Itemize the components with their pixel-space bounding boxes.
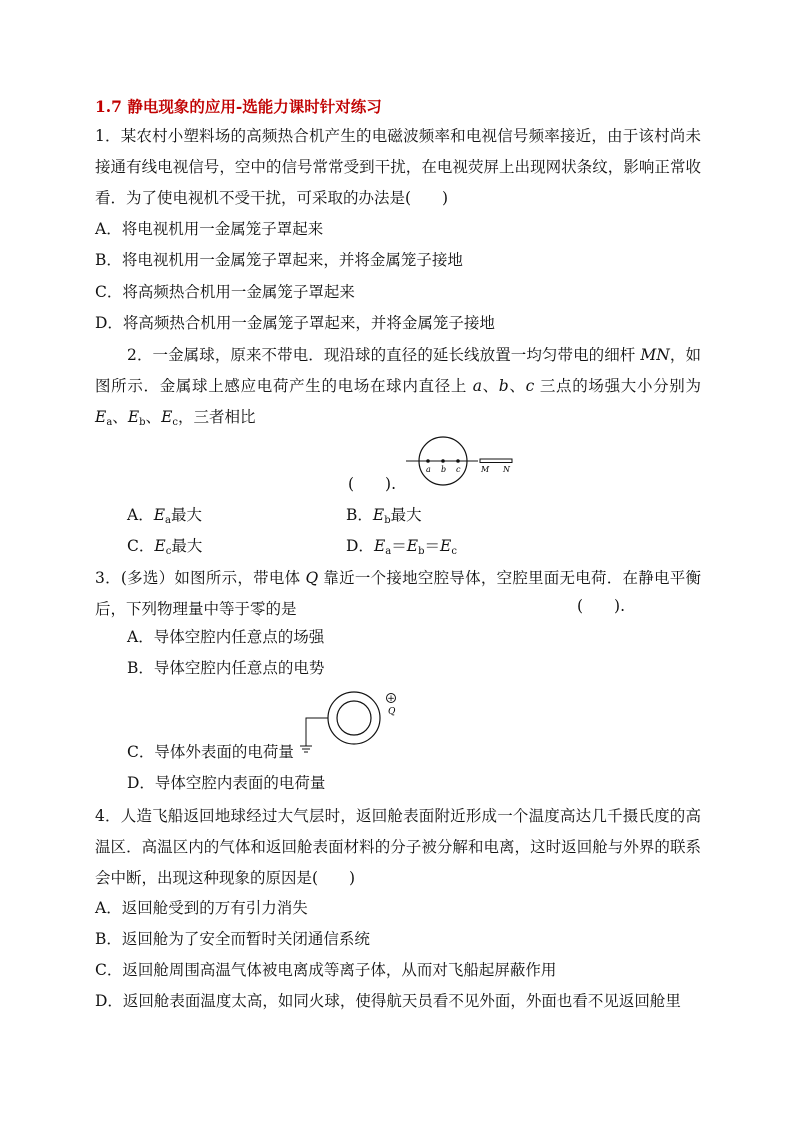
q2-field-symbol: E bbox=[372, 506, 385, 524]
q2-stem-part-d: ，三者相比 bbox=[178, 408, 256, 426]
q2-field-symbol: E bbox=[406, 537, 419, 555]
q2-stem-part-b: ，如图所示．金属球上感应电荷产生的电场在球内直径上 bbox=[95, 346, 701, 395]
q2-rod-label: MN bbox=[640, 346, 670, 364]
q2-field-symbol: E bbox=[373, 537, 386, 555]
q3-option-b: B．导体空腔内任意点的电势 bbox=[127, 659, 325, 677]
q1-stem: 1．某农村小塑料场的高频热合机产生的电磁波频率和电视信号频率接近，由于该村尚未接通有线电视信号，空中的信号常常受到干扰，在电视荧屏上出现网状条纹，影响正常收看．为了使电视机不受干扰，可采取的办法是( ) bbox=[95, 127, 701, 207]
q2-equals: ＝ bbox=[424, 537, 440, 555]
charged-rod bbox=[480, 459, 512, 463]
q4-option-a: A．返回舱受到的万有引力消失 bbox=[95, 899, 308, 917]
q2-point-b: b bbox=[498, 377, 509, 395]
q3-figure-cavity-conductor bbox=[296, 684, 406, 754]
q2-option-d bbox=[346, 536, 457, 562]
q2-stem-part-c: 三点的场强大小分别为 bbox=[534, 377, 701, 395]
q3-stem-part-b: 靠近一个接地空腔导体，空腔里面无电荷．在静电平衡后，下列物理量中等于零的是 bbox=[95, 569, 701, 618]
point-c-dot bbox=[456, 459, 460, 463]
q2-option-b bbox=[346, 505, 422, 531]
q2-option-prefix: B． bbox=[346, 506, 373, 524]
q2-sub-b: b bbox=[139, 417, 146, 428]
q2-option-text: 最大 bbox=[390, 506, 422, 524]
fig-label-m: M bbox=[481, 465, 490, 474]
q1-option-b: B．将电视机用一金属笼子罩起来，并将金属笼子接地 bbox=[95, 251, 463, 269]
page-title: 1.7 静电现象的应用-选能力课时针对练习 bbox=[95, 97, 382, 116]
point-b-dot bbox=[441, 459, 445, 463]
q2-field-symbol: E bbox=[440, 537, 452, 555]
q2-field-symbol: E bbox=[127, 408, 140, 426]
fig-label-n: N bbox=[503, 465, 510, 474]
q3-charge-label: Q bbox=[305, 569, 319, 587]
q2-sep: 、 bbox=[112, 408, 128, 426]
q2-sub-c: c bbox=[172, 417, 178, 428]
ground-wire bbox=[306, 718, 328, 746]
q2-point-a: a bbox=[472, 377, 482, 395]
q2-option-a bbox=[127, 505, 202, 531]
q2-sub-a: a bbox=[106, 417, 113, 428]
q3-option-d: D．导体空腔内表面的电荷量 bbox=[127, 774, 326, 792]
q2-sep: 、 bbox=[145, 408, 162, 426]
fig-label-c: c bbox=[456, 465, 461, 474]
q2-sub-b: b bbox=[418, 546, 425, 557]
q4-option-c: C．返回舱周围高温气体被电离成等离子体，从而对飞船起屏蔽作用 bbox=[95, 961, 557, 979]
q4-stem: 4．人造飞船返回地球经过大气层时，返回舱表面附近形成一个温度高达几千摄氏度的高温区．高温区内的气体和返回舱表面材料的分子被分解和电离，这时返回舱与外界的联系会中断，出现这种现象的原因是( ) bbox=[95, 807, 701, 887]
q3-option-a: A．导体空腔内任意点的场强 bbox=[127, 628, 325, 646]
q3-answer-paren: ( ). bbox=[577, 597, 626, 615]
q2-option-prefix: D． bbox=[346, 537, 374, 555]
q2-sub-c: c bbox=[451, 546, 457, 557]
q1-option-d: D．将高频热合机用一金属笼子罩起来，并将金属笼子接地 bbox=[95, 314, 495, 332]
q2-field-symbol: E bbox=[154, 537, 166, 555]
q2-sub-b: b bbox=[384, 515, 391, 526]
charge-q-label: Q bbox=[388, 707, 396, 717]
q2-field-symbol: E bbox=[95, 408, 107, 426]
q2-option-prefix: C． bbox=[127, 537, 155, 555]
conductor-cavity-surface bbox=[337, 701, 371, 735]
q2-field-symbol: E bbox=[161, 408, 173, 426]
q1-option-a: A．将电视机用一金属笼子罩起来 bbox=[95, 220, 324, 238]
q2-option-text: 最大 bbox=[171, 537, 203, 555]
q4-option-d: D．返回舱表面温度太高，如同火球，使得航天员看不见外面，外面也看不见返回舱里 bbox=[95, 992, 681, 1010]
fig-label-b: b bbox=[441, 465, 447, 474]
q2-point-c: c bbox=[525, 377, 535, 395]
q2-option-c bbox=[127, 536, 202, 562]
q1-option-c: C．将高频热合机用一金属笼子罩起来 bbox=[95, 283, 355, 301]
conductor-outer-surface bbox=[328, 692, 380, 744]
q3-option-c: C．导体外表面的电荷量 bbox=[127, 743, 294, 761]
q2-sep: 、 bbox=[508, 377, 526, 395]
fig-label-a: a bbox=[426, 465, 431, 474]
q2-field-symbol: E bbox=[153, 506, 166, 524]
q2-answer-paren: ( ). bbox=[348, 475, 397, 493]
q2-stem bbox=[95, 340, 701, 438]
q2-sub-a: a bbox=[165, 515, 171, 526]
q2-option-text: 最大 bbox=[171, 506, 203, 524]
q2-sep: 、 bbox=[481, 377, 499, 395]
q4-option-b: B．返回舱为了安全而暂时关闭通信系统 bbox=[95, 930, 370, 948]
q3-stem-part-a: 3．(多选）如图所示，带电体 bbox=[95, 569, 306, 587]
q2-sub-a: a bbox=[385, 546, 392, 557]
charge-plus-sign: + bbox=[387, 694, 395, 704]
q2-stem-part-a: 2．一金属球，原来不带电．现沿球的直径的延长线放置一均匀带电的细杆 bbox=[127, 346, 641, 364]
q2-figure-sphere-rod bbox=[400, 432, 520, 492]
q2-option-prefix: A． bbox=[127, 506, 154, 524]
q2-sub-c: c bbox=[165, 546, 172, 557]
point-a-dot bbox=[426, 459, 430, 463]
q2-equals: ＝ bbox=[391, 537, 407, 555]
